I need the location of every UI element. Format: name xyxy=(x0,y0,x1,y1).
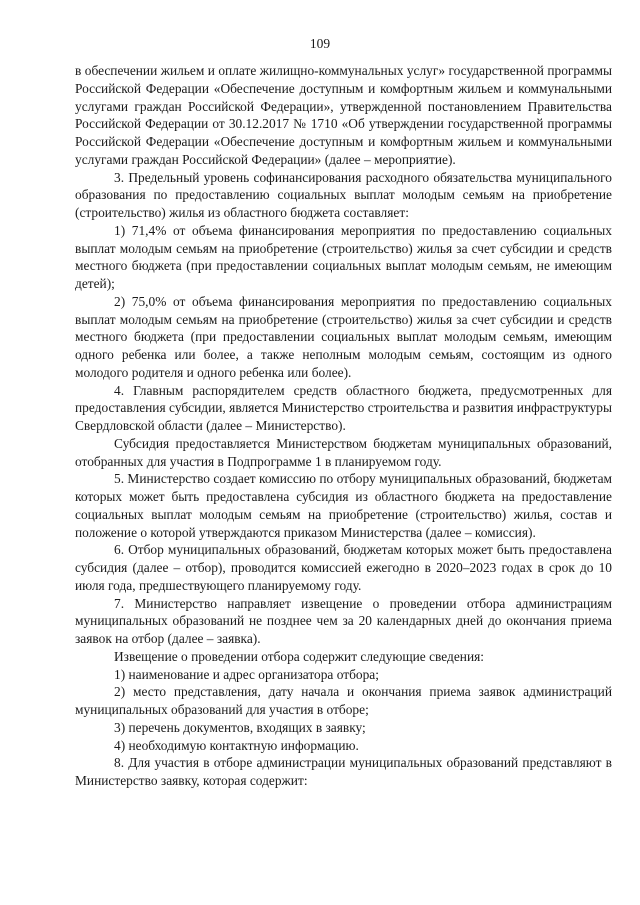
paragraph-item-7: 7. Министерство направляет извещение о проведении отбора администрациям муниципальных образований не позднее чем за 20 календарных дней до окончания приема заявок на отбор (далее – заявка). xyxy=(75,595,612,646)
paragraph-subsidy: Субсидия предоставляется Министерством бюджетам муниципальных образований, отобранных для участия в Подпрограмме 1 в планируемом году. xyxy=(75,435,612,469)
paragraph-notice-1: 1) наименование и адрес организатора отбора; xyxy=(114,666,379,682)
paragraph-item-4: 4. Главным распорядителем средств областного бюджета, предусмотренных для предоставления субсидии, является Министерство строительства и развития инфраструктуры Свердловской области (далее – Министерство). xyxy=(75,382,612,433)
paragraph-subitem-2: 2) 75,0% от объема финансирования мероприятия по предоставлению социальных выплат молодым семьям на приобретение (строительство) жилья за счет субсидии и средств местного бюджета (при предоставлении социальных выплат молодым семьям, имеющим одного ребенка или более, а также неполным молодым семьям, состоящим из одного молодого родителя и одного ребенка или более). xyxy=(75,293,612,380)
paragraph-item-6: 6. Отбор муниципальных образований, бюджетам которых может быть предоставлена субсидия (далее – отбор), проводится комиссией ежегодно в 2020–2023 годах в срок до 10 июля года, предшествующего планируемому году. xyxy=(75,542,612,593)
page-number: 109 xyxy=(309,36,331,51)
paragraph-notice: Извещение о проведении отбора содержит следующие сведения: xyxy=(114,648,485,664)
document-body xyxy=(75,62,612,790)
paragraph-notice-3: 3) перечень документов, входящих в заявку; xyxy=(114,719,366,735)
paragraph-notice-2: 2) место представления, дату начала и окончания приема заявок администраций муниципальных образований для участия в отборе; xyxy=(75,684,612,717)
paragraph-item-5: 5. Министерство создает комиссию по отбору муниципальных образований, бюджетам которых может быть предоставлена субсидия из областного бюджета на предоставление социальных выплат молодым семьям на приобретение (строительство) жилья, состав и положение о которой утверждаются приказом Министерства (далее – комиссия). xyxy=(75,471,612,540)
paragraph-subitem-1: 1) 71,4% от объема финансирования мероприятия по предоставлению социальных выплат молодым семьям на приобретение (строительство) жилья за счет субсидии и средств местного бюджета (при предоставлении социальных выплат молодым семьям, не имеющим детей); xyxy=(75,222,612,291)
paragraph-notice-4: 4) необходимую контактную информацию. xyxy=(114,737,359,753)
paragraph-item-3: 3. Предельный уровень софинансирования расходного обязательства муниципального образования по предоставлению социальных выплат молодым семьям на приобретение (строительство) жилья из областного бюджета составляет: xyxy=(75,169,612,220)
paragraph-item-8: 8. Для участия в отборе администрации муниципальных образований представляют в Министерство заявку, которая содержит: xyxy=(75,755,612,788)
paragraph-continuation: в обеспечении жильем и оплате жилищно-коммунальных услуг» государственной программы Российской Федерации «Обеспечение доступным и комфортным жильем и коммунальными услугами граждан Российской Федерации», утвержденной постановлением Правительства Российской Федерации от 30.12.2017 № 1710 «Об утверждении государственной программы Российской Федерации «Обеспечение доступным и комфортным жильем и коммунальными услугами граждан Российской Федерации» (далее – мероприятие). xyxy=(75,63,612,167)
